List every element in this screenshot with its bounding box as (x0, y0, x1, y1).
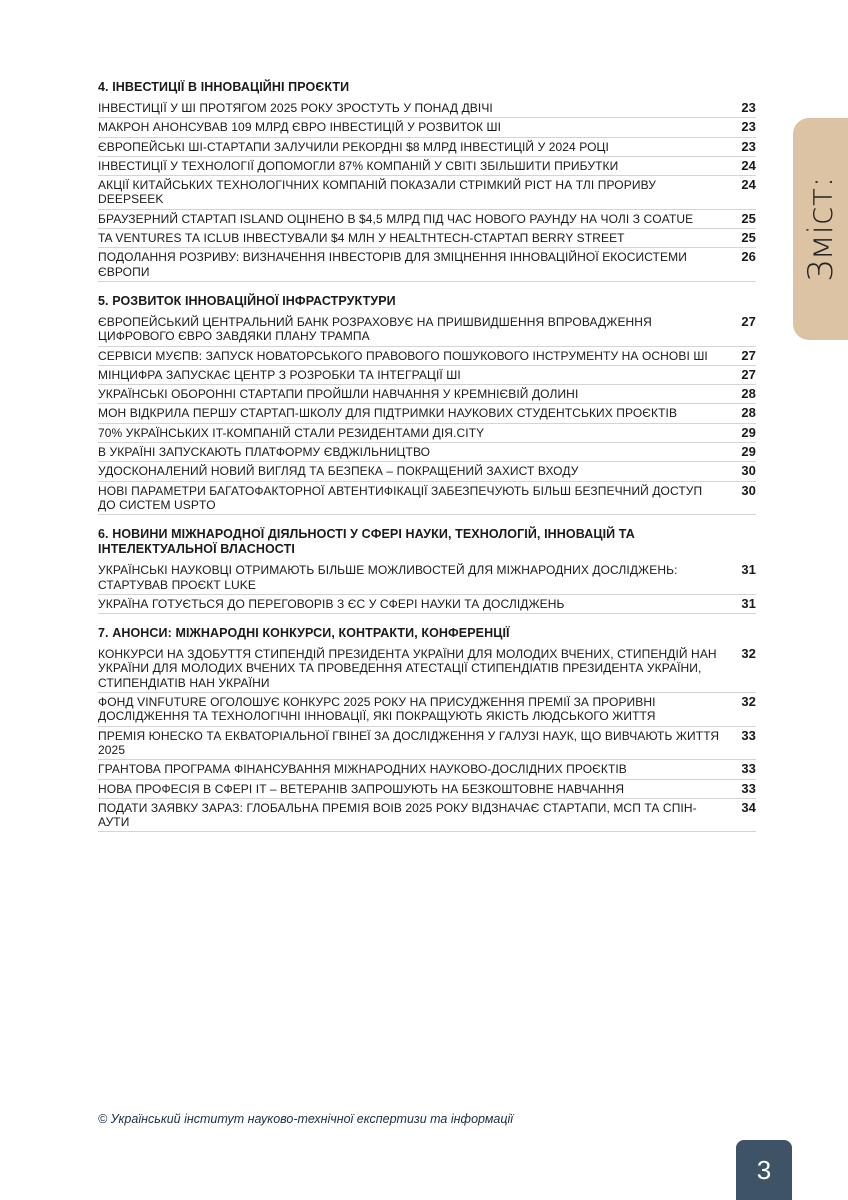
toc-entry-page-number: 32 (741, 646, 756, 662)
toc-entry[interactable] (98, 595, 756, 614)
toc-entry[interactable] (98, 248, 756, 282)
toc-entry[interactable] (98, 424, 756, 443)
toc-entry-title: ПОДОЛАННЯ РОЗРИВУ: ВИЗНАЧЕННЯ ІНВЕСТОРІВ ДЛЯ ЗМІЦНЕННЯ ІННОВАЦІЙНОЇ ЕКОСИСТЕМИ ЄВРОПИ (98, 250, 687, 279)
section-heading: 7. АНОНСИ: МІЖНАРОДНІ КОНКУРСИ, КОНТРАКТИ, КОНФЕРЕНЦІЇ (98, 626, 510, 641)
toc-entry-page-number: 25 (741, 230, 756, 246)
toc-entry[interactable] (98, 760, 756, 779)
toc-entry-title: СЕРВІСИ МУЄПВ: ЗАПУСК НОВАТОРСЬКОГО ПРАВОВОГО ПОШУКОВОГО ІНСТРУМЕНТУ НА ОСНОВІ ШІ (98, 348, 708, 363)
toc-entry[interactable] (98, 138, 756, 157)
copyright-notice: © Український інститут науково-технічної експертизи та інформації (98, 1112, 514, 1126)
toc-entry-page-number: 33 (741, 761, 756, 777)
toc-entry-page-number: 23 (741, 119, 756, 135)
toc-entry[interactable] (98, 462, 756, 481)
toc-entry[interactable] (98, 176, 756, 210)
toc-entry-title: 70% УКРАЇНСЬКИХ IT-КОМПАНІЙ СТАЛИ РЕЗИДЕНТАМИ ДІЯ.CITY (98, 425, 485, 440)
toc-entry-page-number: 26 (741, 249, 756, 265)
toc-entry-page-number: 32 (741, 694, 756, 710)
toc-entry-page-number: 27 (741, 313, 756, 329)
toc-entry-page-number: 29 (741, 444, 756, 460)
toc-entry-title: TA VENTURES ТА ICLUB ІНВЕСТУВАЛИ $4 МЛН У HEALTHTECH-СТАРТАП BERRY STREET (98, 231, 625, 246)
toc-entry[interactable] (98, 210, 756, 229)
toc-entry-title: БРАУЗЕРНИЙ СТАРТАП ISLAND ОЦІНЕНО В $4,5 МЛРД ПІД ЧАС НОВОГО РАУНДУ НА ЧОЛІ З COATUE (98, 211, 694, 226)
toc-entry-page-number: 29 (741, 424, 756, 440)
toc-entry-title: ФОНД VINFUTURE ОГОЛОШУЄ КОНКУРС 2025 РОКУ НА ПРИСУДЖЕННЯ ПРЕМІЇ ЗА ПРОРИВНІ ДОСЛІДЖЕННЯ ТА ТЕХНОЛОГІЧНІ ІННОВАЦІЇ, ЯКІ ПОКРАЩУЮТЬ ЯКІСТЬ ЛЮДСЬКОГО ЖИТТЯ (98, 695, 656, 724)
toc-entry-title: ГРАНТОВА ПРОГРАМА ФІНАНСУВАННЯ МІЖНАРОДНИХ НАУКОВО-ДОСЛІДНИХ ПРОЄКТІВ (98, 762, 627, 777)
toc-entry[interactable] (98, 482, 756, 516)
table-of-contents (98, 80, 756, 844)
toc-entry[interactable] (98, 404, 756, 423)
toc-entry-title: МАКРОН АНОНСУВАВ 109 МЛРД ЄВРО ІНВЕСТИЦІЙ У РОЗВИТОК ШІ (98, 120, 502, 135)
toc-entry-page-number: 33 (741, 727, 756, 743)
toc-entry-title: НОВА ПРОФЕСІЯ В СФЕРІ IT – ВЕТЕРАНІВ ЗАПРОШУЮТЬ НА БЕЗКОШТОВНЕ НАВЧАННЯ (98, 781, 625, 796)
toc-entry[interactable] (98, 443, 756, 462)
toc-entry-page-number: 27 (741, 366, 756, 382)
toc-entry-title: ІНВЕСТИЦІЇ У ТЕХНОЛОГІЇ ДОПОМОГЛИ 87% КОМПАНІЙ У СВІТІ ЗБІЛЬШИТИ ПРИБУТКИ (98, 158, 619, 173)
toc-entry[interactable] (98, 229, 756, 248)
toc-entry-title: ІНВЕСТИЦІЇ У ШІ ПРОТЯГОМ 2025 РОКУ ЗРОСТУТЬ У ПОНАД ДВІЧІ (98, 101, 493, 115)
toc-entry-title: ПОДАТИ ЗАЯВКУ ЗАРАЗ: ГЛОБАЛЬНА ПРЕМІЯ BOIВ 2025 РОКУ ВІДЗНАЧАЄ СТАРТАПИ, МСП ТА СПІН-АУТИ (98, 800, 697, 830)
toc-entry-title: ЄВРОПЕЙСЬКІ ШІ-СТАРТАПИ ЗАЛУЧИЛИ РЕКОРДНІ $8 МЛРД ІНВЕСТИЦІЙ У 2024 РОЦІ (98, 139, 609, 154)
toc-entry-title: В УКРАЇНІ ЗАПУСКАЮТЬ ПЛАТФОРМУ ЄВДЖІЛЬНИЦТВО (98, 445, 431, 460)
toc-entry-title: МІНЦИФРА ЗАПУСКАЄ ЦЕНТР З РОЗРОБКИ ТА ІНТЕГРАЦІЇ ШІ (98, 367, 461, 382)
toc-entry[interactable] (98, 645, 756, 693)
toc-entry-title: ЄВРОПЕЙСЬКИЙ ЦЕНТРАЛЬНИЙ БАНК РОЗРАХОВУЄ НА ПРИШВИДШЕННЯ ВПРОВАДЖЕННЯ ЦИФРОВОГО ЄВРО ЗАВДЯКИ ПЛАНУ ТРАМПА (98, 314, 652, 344)
toc-entry-page-number: 30 (741, 463, 756, 479)
toc-entry[interactable] (98, 313, 756, 347)
toc-entry-title: УДОСКОНАЛЕНИЙ НОВИЙ ВИГЛЯД ТА БЕЗПЕКА – ПОКРАЩЕНИЙ ЗАХИСТ ВХОДУ (98, 464, 579, 479)
toc-entry[interactable] (98, 347, 756, 366)
toc-section (98, 527, 756, 614)
toc-entry[interactable] (98, 99, 756, 118)
contents-tab-label: Зміст: (800, 176, 841, 282)
toc-entry-page-number: 24 (741, 177, 756, 193)
toc-entry-page-number: 23 (741, 138, 756, 154)
toc-entry-title: ПРЕМІЯ ЮНЕСКО ТА ЕКВАТОРІАЛЬНОЇ ГВІНЕЇ ЗА ДОСЛІДЖЕННЯ У ГАЛУЗІ НАУК, ЩО ВИВЧАЮТЬ ЖИТТЯ 2025 (98, 728, 720, 757)
toc-entry[interactable] (98, 366, 756, 385)
toc-section (98, 80, 756, 282)
toc-entry-page-number: 31 (741, 595, 756, 611)
toc-entry-page-number: 31 (741, 562, 756, 578)
toc-section (98, 294, 756, 515)
section-heading: 4. ІНВЕСТИЦІЇ В ІННОВАЦІЙНІ ПРОЄКТИ (98, 80, 350, 94)
section-heading: 5. РОЗВИТОК ІННОВАЦІЙНОЇ ІНФРАСТРУКТУРИ (98, 293, 396, 308)
toc-entry-page-number: 33 (741, 780, 756, 796)
contents-side-tab (793, 118, 848, 340)
toc-entry[interactable] (98, 118, 756, 137)
toc-entry-page-number: 24 (741, 157, 756, 173)
toc-entry-title: КОНКУРСИ НА ЗДОБУТТЯ СТИПЕНДІЙ ПРЕЗИДЕНТА УКРАЇНИ ДЛЯ МОЛОДИХ ВЧЕНИХ, СТИПЕНДІЙ НАН УКРАЇНИ ДЛЯ МОЛОДИХ ВЧЕНИХ ТА ПРОВЕДЕННЯ АТЕСТАЦІЇ СТИПЕНДІАТІВ ПРЕЗИДЕНТА УКРАЇНИ, СТИПЕНДІАТІВ НАН УКРАЇНИ (98, 647, 717, 690)
toc-entry[interactable] (98, 780, 756, 799)
toc-entry-page-number: 34 (741, 799, 756, 815)
page-number-badge: 3 (736, 1140, 792, 1200)
toc-entry[interactable] (98, 693, 756, 727)
toc-entry-page-number: 28 (741, 405, 756, 421)
toc-entry-page-number: 28 (741, 386, 756, 402)
toc-entry[interactable] (98, 385, 756, 404)
toc-entry-page-number: 25 (741, 210, 756, 226)
toc-entry-page-number: 23 (741, 100, 756, 115)
toc-entry-title: УКРАЇНА ГОТУЄТЬСЯ ДО ПЕРЕГОВОРІВ З ЄС У СФЕРІ НАУКИ ТА ДОСЛІДЖЕНЬ (98, 596, 565, 611)
toc-entry-title: АКЦІЇ КИТАЙСЬКИХ ТЕХНОЛОГІЧНИХ КОМПАНІЙ ПОКАЗАЛИ СТРІМКИЙ РІСТ НА ТЛІ ПРОРИВУ DEEPSEEK (98, 178, 657, 207)
toc-entry[interactable] (98, 561, 756, 595)
toc-section (98, 626, 756, 832)
toc-entry-title: УКРАЇНСЬКІ ОБОРОННІ СТАРТАПИ ПРОЙШЛИ НАВЧАННЯ У КРЕМНІЄВІЙ ДОЛИНІ (98, 387, 579, 402)
toc-entry-page-number: 27 (741, 347, 756, 363)
toc-entry-title: УКРАЇНСЬКІ НАУКОВЦІ ОТРИМАЮТЬ БІЛЬШЕ МОЖЛИВОСТЕЙ ДЛЯ МІЖНАРОДНИХ ДОСЛІДЖЕНЬ: СТАРТУВАВ ПРОЄКТ LUKE (98, 563, 678, 592)
toc-entry-title: НОВІ ПАРАМЕТРИ БАГАТОФАКТОРНОЇ АВТЕНТИФІКАЦІЇ ЗАБЕЗПЕЧУЮТЬ БІЛЬШ БЕЗПЕЧНИЙ ДОСТУП ДО СИСТЕМ USPTO (98, 483, 703, 512)
toc-entry-title: МОН ВІДКРИЛА ПЕРШУ СТАРТАП-ШКОЛУ ДЛЯ ПІДТРИМКИ НАУКОВИХ СТУДЕНТСЬКИХ ПРОЄКТІВ (98, 406, 678, 421)
toc-entry[interactable] (98, 157, 756, 176)
toc-entry-page-number: 30 (741, 482, 756, 498)
section-heading: 6. НОВИНИ МІЖНАРОДНОЇ ДІЯЛЬНОСТІ У СФЕРІ НАУКИ, ТЕХНОЛОГІЙ, ІННОВАЦІЙ ТА ІНТЕЛЕКТУАЛЬНОЇ ВЛАСНОСТІ (98, 527, 635, 557)
toc-entry[interactable] (98, 727, 756, 761)
toc-entry[interactable] (98, 799, 756, 833)
